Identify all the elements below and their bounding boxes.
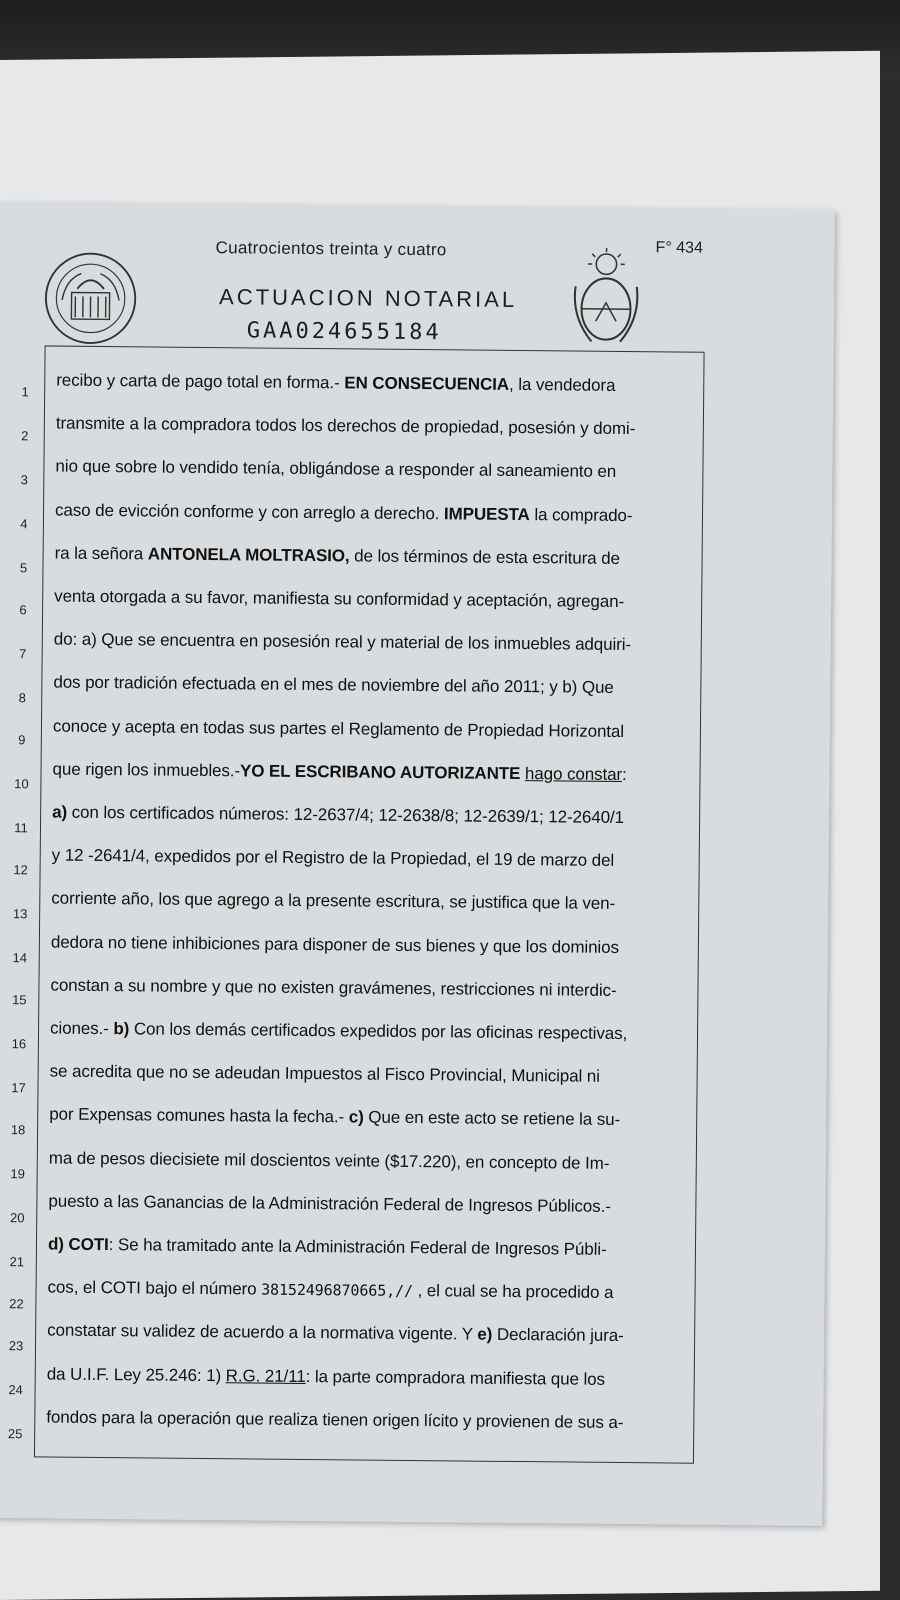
text-segment: de los términos de esta escritura de bbox=[349, 546, 621, 568]
line-number: 2 bbox=[21, 428, 29, 444]
line-number: 12 bbox=[13, 862, 28, 878]
bold-text: ANTONELA MOLTRASIO, bbox=[147, 544, 350, 566]
text-segment: nio que sobre lo vendido tenía, obligándose a responder al saneamiento en bbox=[55, 456, 617, 482]
text-segment: puesto a las Ganancias de la Administración Federal de Ingresos Públicos.- bbox=[48, 1191, 611, 1216]
bold-text: e) bbox=[477, 1325, 493, 1345]
line-number: 11 bbox=[14, 820, 28, 836]
text-segment: Que en este acto se retiene la su- bbox=[363, 1107, 621, 1130]
bold-text: IMPUESTA bbox=[443, 503, 530, 524]
bold-text: d) COTI bbox=[47, 1234, 109, 1255]
text-segment: : la parte compradora manifiesta que los bbox=[305, 1366, 606, 1389]
line-number: 21 bbox=[9, 1254, 25, 1270]
line-number: 16 bbox=[11, 1036, 27, 1052]
text-segment: conoce y acepta en todas sus partes el Reglamento de Propiedad Horizontal bbox=[52, 716, 625, 741]
folio-number: F° 434 bbox=[655, 239, 703, 257]
line-number: 24 bbox=[8, 1382, 23, 1398]
notary-college-seal-icon bbox=[43, 250, 139, 346]
text-segment: con los certificados números: 12-2637/4; 12-2638/8; 12-2639/1; 12-2640/1 bbox=[66, 802, 625, 828]
text-segment: do: a) Que se encuentra en posesión real y material de los inmuebles adquiri- bbox=[53, 629, 632, 655]
text-segment: venta otorgada a su favor, manifiesta su conformidad y aceptación, agregan- bbox=[54, 586, 625, 612]
folio-words: Cuatrocientos treinta y cuatro bbox=[215, 238, 447, 260]
serial-number: GAA024655184 bbox=[246, 318, 442, 346]
line-number: 20 bbox=[9, 1210, 25, 1226]
line-number: 1 bbox=[21, 384, 29, 400]
line-number: 9 bbox=[18, 732, 26, 748]
line-number: 25 bbox=[7, 1426, 23, 1442]
line-number: 7 bbox=[18, 646, 27, 662]
underlined-text: R.G. 21/11 bbox=[225, 1365, 306, 1386]
line-number: 15 bbox=[12, 992, 27, 1008]
page-title: ACTUACION NOTARIAL bbox=[218, 284, 518, 312]
line-number: 23 bbox=[8, 1338, 24, 1354]
text-segment: la comprado- bbox=[529, 504, 633, 525]
bold-text: b) bbox=[113, 1019, 130, 1039]
underlined-text: hago constar bbox=[524, 763, 623, 784]
text-segment: : bbox=[621, 764, 627, 784]
line-number: 13 bbox=[12, 906, 28, 922]
text-segment: , la vendedora bbox=[508, 374, 616, 395]
text-segment: : Se ha tramitado ante la Administración Federal de Ingresos Públi- bbox=[108, 1235, 607, 1259]
bold-text: a) bbox=[52, 802, 68, 822]
text-segment: , el cual se ha procedido a bbox=[412, 1281, 614, 1303]
national-coat-of-arms-icon bbox=[565, 245, 648, 352]
text-segment: por Expensas comunes hasta la fecha.- bbox=[49, 1104, 349, 1127]
text-segment: corriente año, los que agrego a la presente escritura, se justifica que la ven- bbox=[51, 888, 616, 914]
text-segment: Con los demás certificados expedidos por las oficinas respectivas, bbox=[129, 1019, 628, 1044]
text-segment: dos por tradición efectuada en el mes de noviembre del año 2011; y b) Que bbox=[53, 672, 614, 698]
text-segment: cos, el COTI bajo el número bbox=[47, 1277, 262, 1299]
line-number: 6 bbox=[19, 602, 27, 618]
text-segment: que rigen los inmuebles.- bbox=[52, 759, 241, 781]
bold-text: EN CONSECUENCIA bbox=[344, 373, 510, 394]
text-segment: ra la señora bbox=[54, 543, 148, 564]
bold-text: c) bbox=[348, 1107, 364, 1127]
line-number: 19 bbox=[10, 1166, 25, 1182]
text-segment: y 12 -2641/4, expedidos por el Registro de la Propiedad, el 19 de marzo del bbox=[51, 845, 615, 871]
text-segment: Declaración jura- bbox=[492, 1325, 624, 1346]
line-number: 18 bbox=[10, 1122, 26, 1138]
text-segment: caso de evicción conforme y con arreglo a derecho. bbox=[54, 500, 445, 523]
text-segment: constan a su nombre y que no existen gravámenes, restricciones ni interdic- bbox=[50, 975, 617, 1000]
text-segment: ciones.- bbox=[49, 1018, 114, 1039]
line-number: 22 bbox=[9, 1296, 24, 1312]
text-segment: da U.I.F. Ley 25.246: 1) bbox=[46, 1364, 226, 1385]
text-segment: fondos para la operación que realiza tienen origen lícito y provienen de sus a- bbox=[46, 1407, 624, 1432]
text-segment: recibo y carta de pago total en forma.- bbox=[56, 370, 345, 393]
line-number: 17 bbox=[11, 1080, 26, 1096]
text-segment: dedora no tiene inhibiciones para disponer de sus bienes y que los dominios bbox=[50, 932, 620, 957]
typed-number: 38152496870665,// bbox=[261, 1280, 414, 1301]
text-segment: constatar su validez de acuerdo a la normativa vigente. Y bbox=[47, 1320, 478, 1345]
line-number: 3 bbox=[20, 472, 29, 488]
text-segment: transmite a la compradora todos los derechos de propiedad, posesión y domi- bbox=[55, 413, 636, 439]
line-number: 8 bbox=[18, 690, 26, 706]
line-number: 4 bbox=[20, 516, 28, 532]
text-segment: ma de pesos diecisiete mil doscientos veinte ($17.220), en concepto de Im- bbox=[48, 1148, 610, 1173]
notarial-page bbox=[0, 202, 835, 1526]
line-number: 10 bbox=[14, 776, 29, 792]
text-segment: se acredita que no se adeudan Impuestos al Fisco Provincial, Municipal ni bbox=[49, 1061, 600, 1086]
line-number: 14 bbox=[12, 950, 28, 966]
bold-text: YO EL ESCRIBANO AUTORIZANTE bbox=[239, 761, 521, 783]
line-number: 5 bbox=[19, 560, 28, 576]
